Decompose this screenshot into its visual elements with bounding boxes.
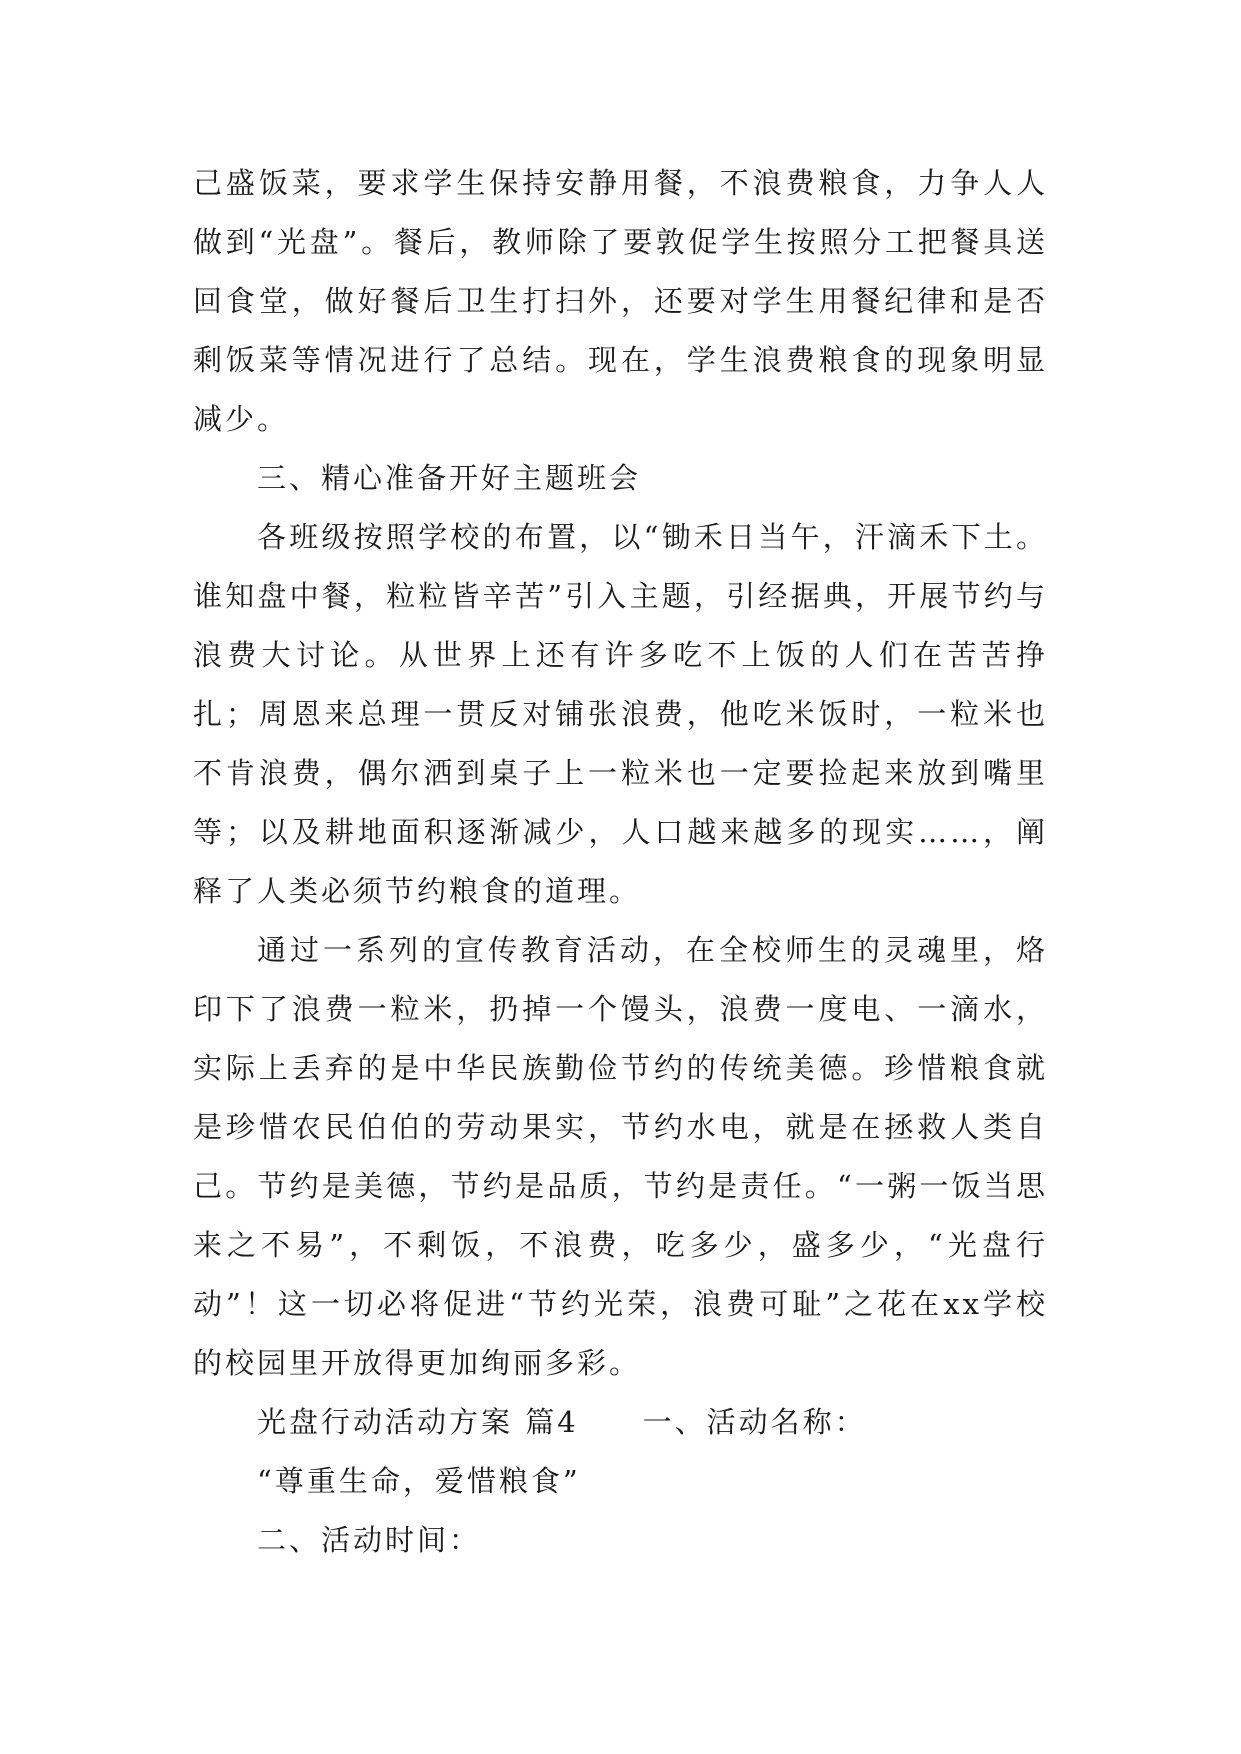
section-heading-activity-time: 二、活动时间： [257,1523,482,1557]
section-heading-class-meeting: 三、精心准备开好主题班会 [257,461,642,495]
document-body [193,154,1048,1570]
plan-title-activity-name: 光盘行动活动方案 篇4 一、活动名称： [257,1405,867,1439]
paragraph-meal-discipline: 己盛饭菜，要求学生保持安静用餐，不浪费粮食，力争人人做到“光盘”。餐后，教师除了要敦促学生按照分工把餐具送回食堂，做好餐后卫生打扫外，还要对学生用餐纪律和是否剩饭菜等情况进行了总结。现在，学生浪费粮食的现象明显减少。 [193,166,1048,436]
paragraph-education-summary: 通过一系列的宣传教育活动，在全校师生的灵魂里，烙印下了浪费一粒米，扔掉一个馒头，浪费一度电、一滴水，实际上丢弃的是中华民族勤俭节约的传统美德。珍惜粮食就是珍惜农民伯伯的劳动果实，节约水电，就是在拯救人类自己。节约是美德，节约是品质，节约是责任。“一粥一饭当思来之不易”，不剩饭，不浪费，吃多少，盛多少，“光盘行动”！这一切必将促进“节约光荣，浪费可耻”之花在xx学校的校园里开放得更加绚丽多彩。 [193,933,1048,1380]
activity-slogan: “尊重生命，爱惜粮食” [257,1464,581,1498]
paragraph-class-meeting: 各班级按照学校的布置，以“锄禾日当午，汗滴禾下土。谁知盘中餐，粒粒皆辛苦”引入主题，引经据典，开展节约与浪费大讨论。从世界上还有许多吃不上饭的人们在苦苦挣扎；周恩来总理一贯反对铺张浪费，他吃米饭时，一粒米也不肯浪费，偶尔洒到桌子上一粒米也一定要捡起来放到嘴里等；以及耕地面积逐渐减少，人口越来越多的现实……，阐释了人类必须节约粮食的道理。 [193,520,1048,908]
